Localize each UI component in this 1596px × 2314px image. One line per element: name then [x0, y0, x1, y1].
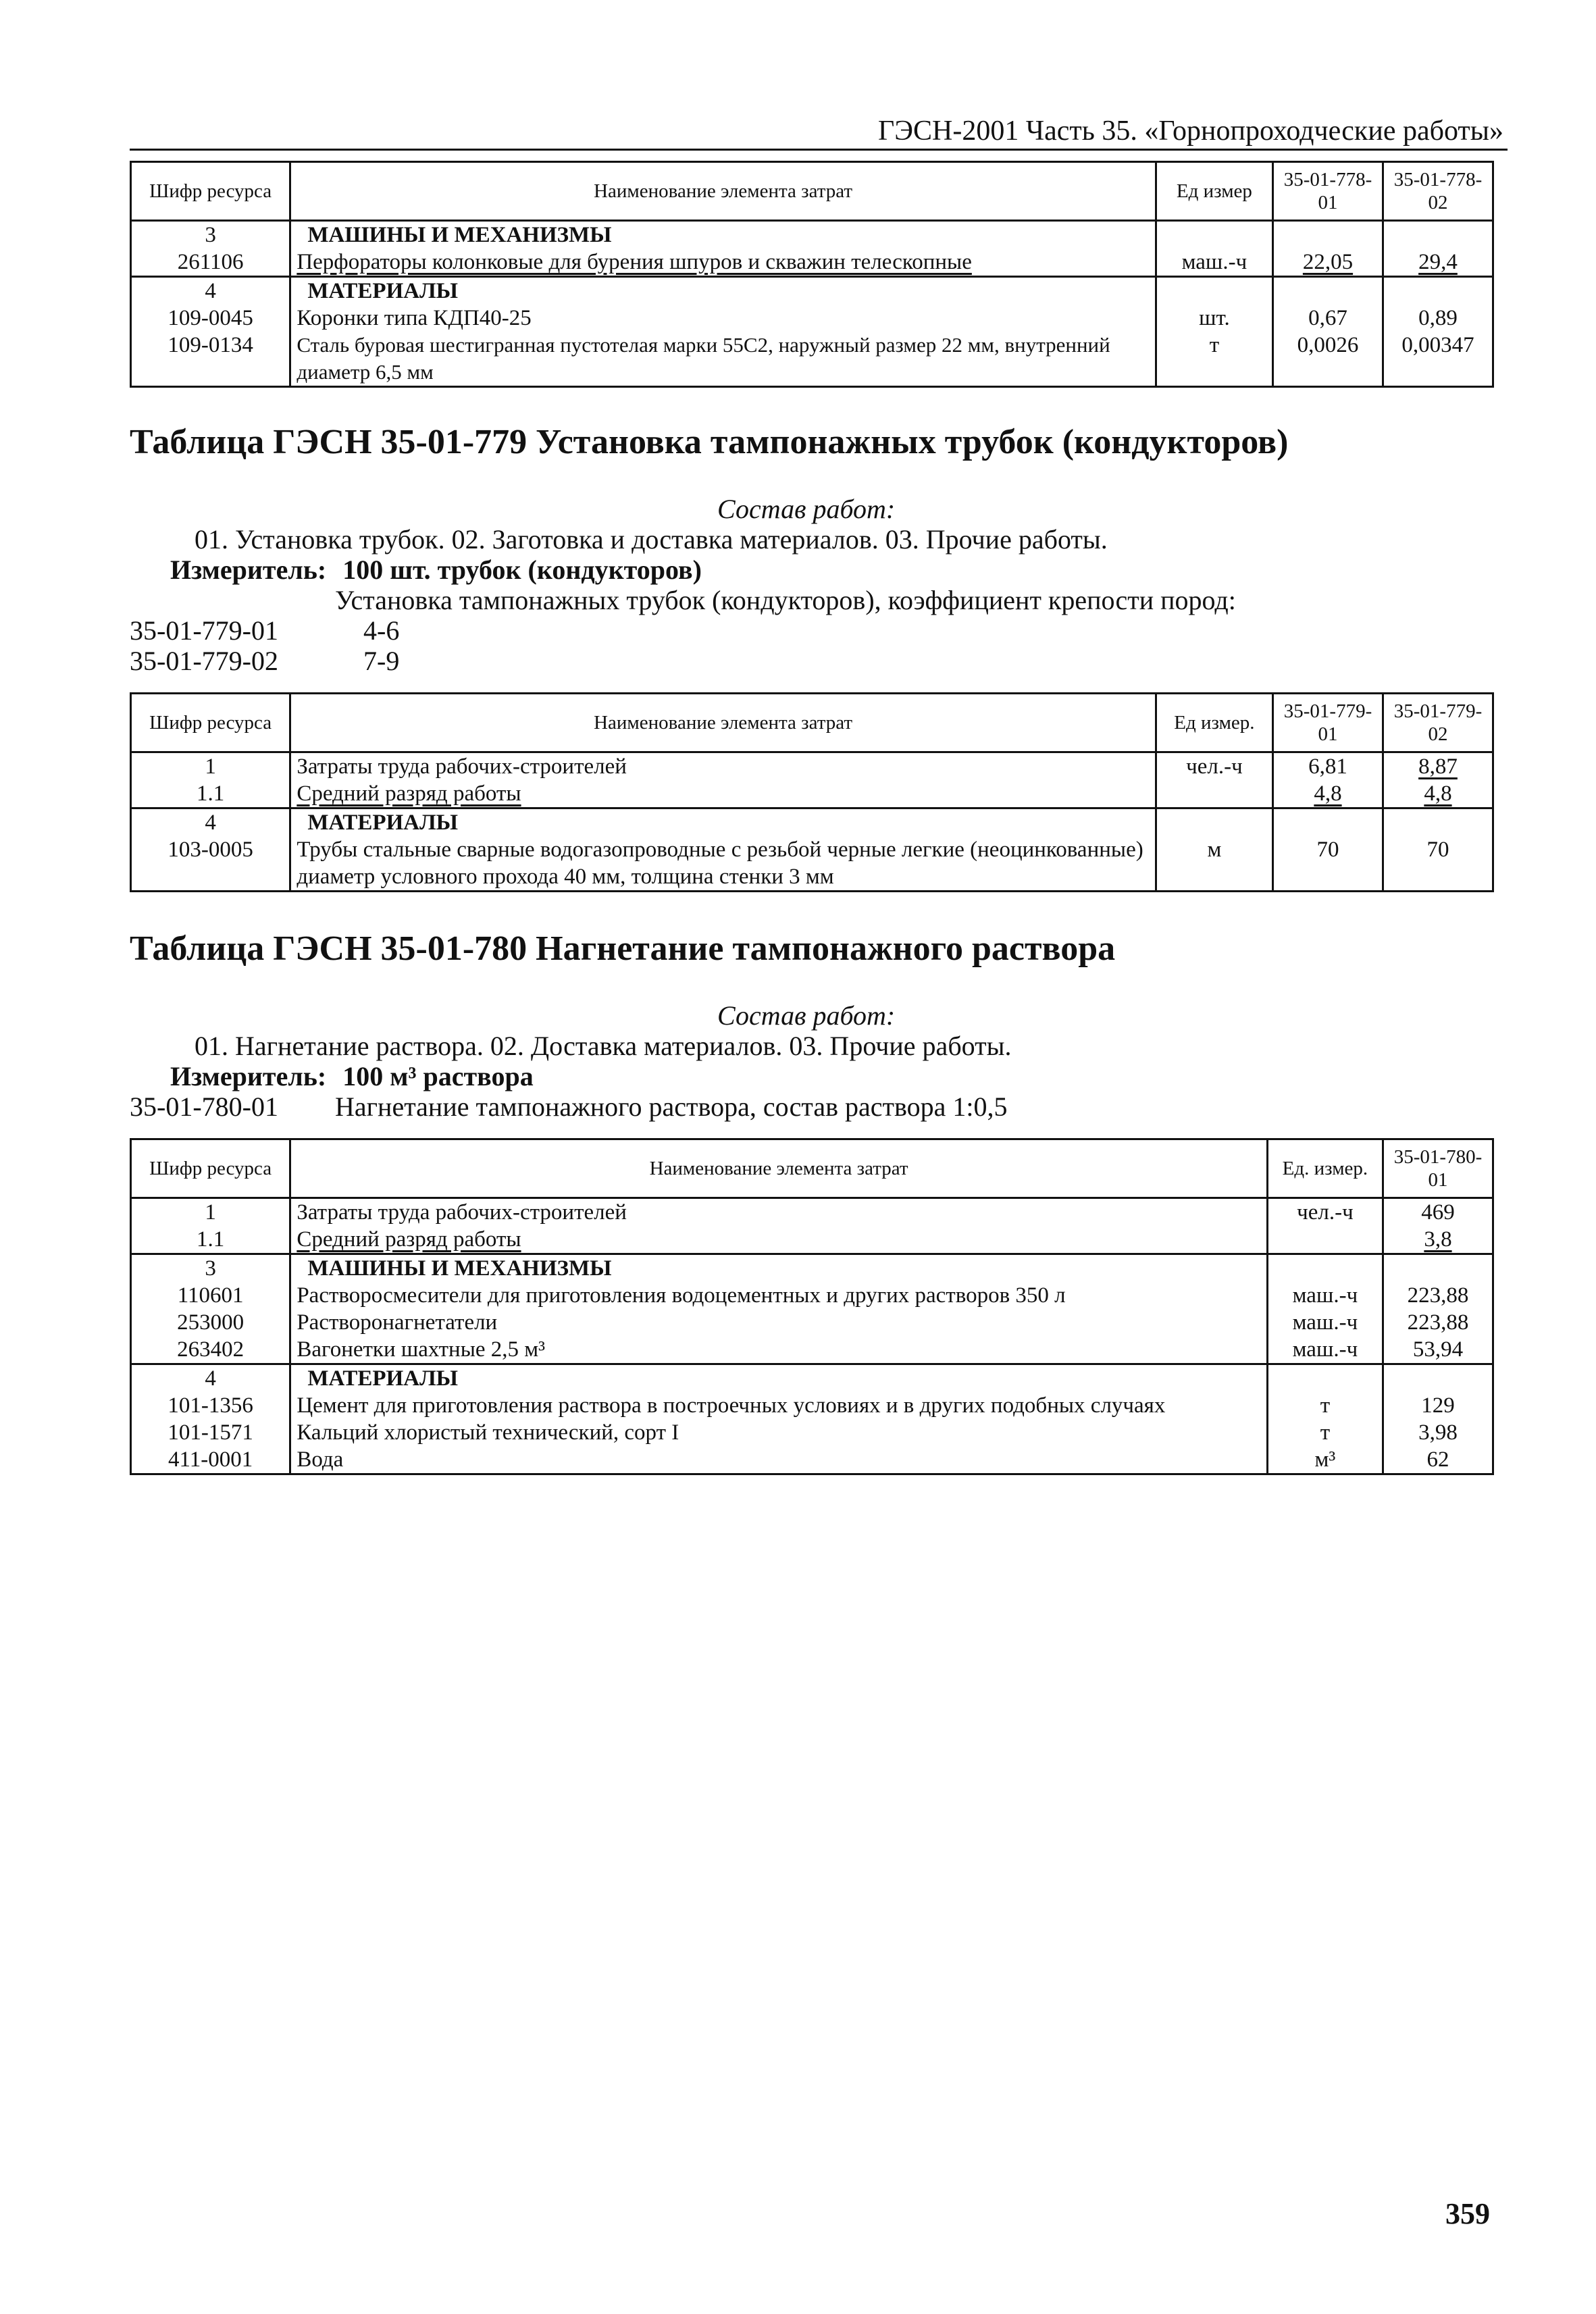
cell-value: 223,88 [1383, 1309, 1493, 1336]
cell-value: 8,87 [1383, 752, 1493, 781]
table-row [131, 249, 1493, 277]
cell-name: МАТЕРИАЛЫ [290, 808, 1156, 837]
cell-name: МАТЕРИАЛЫ [290, 1364, 1268, 1393]
resource-table-778 [130, 161, 1494, 388]
table-row [131, 221, 1493, 249]
cell-name: Перфораторы колонковые для бурения шпуров и скважин телескопные [290, 249, 1156, 277]
cell-name: МАТЕРИАЛЫ [290, 277, 1156, 305]
col-header-code: Шифр ресурса [131, 162, 290, 221]
table-header-row [131, 694, 1493, 752]
cell-unit [1267, 1364, 1383, 1393]
cell-name: Растворосмесители для приготовления водоцементных и других растворов 350 л [290, 1282, 1268, 1309]
table-row [131, 305, 1493, 332]
cell-code: 3 [131, 1254, 290, 1283]
cell-value [1273, 221, 1383, 249]
cell-name: Средний разряд работы [290, 780, 1156, 808]
cell-code: 109-0134 [131, 332, 290, 387]
header-rule [130, 149, 1508, 151]
cell-value: 0,0026 [1273, 332, 1383, 387]
resource-table-779 [130, 692, 1494, 892]
composition-text: 01. Установка трубок. 02. Заготовка и доставка материалов. 03. Прочие работы. [195, 524, 1108, 555]
table-row [131, 1226, 1493, 1254]
cell-code: 103-0005 [131, 836, 290, 892]
cell-unit: маш.-ч [1267, 1309, 1383, 1336]
cell-value [1383, 221, 1493, 249]
cell-value [1383, 1364, 1493, 1393]
cell-value: 53,94 [1383, 1336, 1493, 1364]
cell-name: Средний разряд работы [290, 1226, 1268, 1254]
cell-name: Затраты труда рабочих-строителей [290, 752, 1156, 781]
composition-label: Состав работ: [717, 1000, 896, 1031]
table-header-row [131, 1139, 1493, 1198]
section-title-780: Таблица ГЭСН 35-01-780 Нагнетание тампонажного раствора [130, 929, 1116, 968]
table-row [131, 1309, 1493, 1336]
cell-value: 4,8 [1383, 780, 1493, 808]
cell-value: 62 [1383, 1446, 1493, 1474]
resource-table-780 [130, 1138, 1494, 1475]
page-number: 359 [1445, 2197, 1490, 2230]
col-header-c2: 35-01-778-02 [1383, 162, 1493, 221]
cell-name: Коронки типа КДП40-25 [290, 305, 1156, 332]
col-header-name: Наименование элемента затрат [290, 1139, 1268, 1198]
cell-name: Затраты труда рабочих-строителей [290, 1198, 1268, 1227]
table-row [131, 1282, 1493, 1309]
table-header-row [131, 162, 1493, 221]
cell-code: 1.1 [131, 1226, 290, 1254]
cell-name: Сталь буровая шестигранная пустотелая марки 55С2, наружный размер 22 мм, внутренний диаметр 6,5 мм [290, 332, 1156, 387]
cell-value: 70 [1273, 836, 1383, 892]
cell-unit: м [1156, 836, 1272, 892]
cell-unit: чел.-ч [1267, 1198, 1383, 1227]
cell-code: 109-0045 [131, 305, 290, 332]
cell-code: 101-1571 [131, 1419, 290, 1446]
cell-code: 253000 [131, 1309, 290, 1336]
cell-value [1383, 808, 1493, 837]
cell-code: 1 [131, 752, 290, 781]
cell-value: 29,4 [1383, 249, 1493, 277]
cell-code: 4 [131, 1364, 290, 1393]
cell-name: Вагонетки шахтные 2,5 м³ [290, 1336, 1268, 1364]
col-header-name: Наименование элемента затрат [290, 162, 1156, 221]
cell-value: 22,05 [1273, 249, 1383, 277]
cell-value [1383, 277, 1493, 305]
col-header-name: Наименование элемента затрат [290, 694, 1156, 752]
table-row [131, 1364, 1493, 1393]
cell-value [1273, 808, 1383, 837]
cell-code: 101-1356 [131, 1392, 290, 1419]
cell-code: 1.1 [131, 780, 290, 808]
cell-name: Кальций хлористый технический, сорт I [290, 1419, 1268, 1446]
table-row [131, 1254, 1493, 1283]
cell-code: 1 [131, 1198, 290, 1227]
measure-value: 100 шт. трубок (кондукторов) [342, 555, 702, 585]
col-header-c1: 35-01-779-01 [1273, 694, 1383, 752]
cell-unit [1156, 221, 1272, 249]
table-row [131, 277, 1493, 305]
cell-unit: т [1267, 1419, 1383, 1446]
table-row [131, 1446, 1493, 1474]
cell-unit [1267, 1226, 1383, 1254]
cell-unit: маш.-ч [1267, 1282, 1383, 1309]
cell-value: 6,81 [1273, 752, 1383, 781]
table-row [131, 1419, 1493, 1446]
table-row [131, 752, 1493, 781]
cell-name: МАШИНЫ И МЕХАНИЗМЫ [290, 221, 1156, 249]
cell-unit: м³ [1267, 1446, 1383, 1474]
cell-unit [1267, 1254, 1383, 1283]
cell-name: Трубы стальные сварные водогазопроводные с резьбой черные легкие (неоцинкованные) диаметр условного прохода 40 мм, толщина стенки 3 мм [290, 836, 1156, 892]
cell-code: 4 [131, 808, 290, 837]
col-header-unit: Ед. измер. [1267, 1139, 1383, 1198]
cell-unit [1156, 808, 1272, 837]
cell-code: 4 [131, 277, 290, 305]
table-row [131, 332, 1493, 387]
cell-unit: т [1267, 1392, 1383, 1419]
cell-value: 223,88 [1383, 1282, 1493, 1309]
cell-code: 261106 [131, 249, 290, 277]
col-header-c1: 35-01-780-01 [1383, 1139, 1493, 1198]
cell-name: МАШИНЫ И МЕХАНИЗМЫ [290, 1254, 1268, 1283]
cell-code: 263402 [131, 1336, 290, 1364]
table-row [131, 1392, 1493, 1419]
cell-value: 4,8 [1273, 780, 1383, 808]
measure-row [170, 1060, 534, 1092]
col-header-c2: 35-01-779-02 [1383, 694, 1493, 752]
composition-label: Состав работ: [717, 494, 896, 524]
cell-value: 0,67 [1273, 305, 1383, 332]
cell-unit: маш.-ч [1156, 249, 1272, 277]
cell-value: 3,8 [1383, 1226, 1493, 1254]
cell-unit: т [1156, 332, 1272, 387]
cell-unit [1156, 277, 1272, 305]
col-header-code: Шифр ресурса [131, 1139, 290, 1198]
measure-row [170, 554, 702, 586]
table-row [131, 808, 1493, 837]
cell-unit [1156, 780, 1272, 808]
col-header-code: Шифр ресурса [131, 694, 290, 752]
cell-unit: маш.-ч [1267, 1336, 1383, 1364]
cell-value [1273, 277, 1383, 305]
cell-unit: чел.-ч [1156, 752, 1272, 781]
variant-value: 4-6 [363, 615, 400, 646]
running-header: ГЭСН-2001 Часть 35. «Горнопроходческие работы» [878, 115, 1503, 147]
measure-label: Измеритель: [170, 1061, 327, 1091]
cell-value: 129 [1383, 1392, 1493, 1419]
cell-value: 3,98 [1383, 1419, 1493, 1446]
composition-text: 01. Нагнетание раствора. 02. Доставка материалов. 03. Прочие работы. [195, 1031, 1012, 1061]
variant-text: Нагнетание тампонажного раствора, состав раствора 1:0,5 [335, 1091, 1008, 1122]
variant-code: 35-01-779-01 [130, 615, 278, 646]
cell-name: Растворонагнетатели [290, 1309, 1268, 1336]
cell-value: 469 [1383, 1198, 1493, 1227]
col-header-unit: Ед измер. [1156, 694, 1272, 752]
cell-value: 0,89 [1383, 305, 1493, 332]
table-row [131, 1198, 1493, 1227]
section-description: Установка тампонажных трубок (кондукторов), коэффициент крепости пород: [335, 585, 1236, 615]
cell-name: Вода [290, 1446, 1268, 1474]
cell-code: 3 [131, 221, 290, 249]
cell-code: 411-0001 [131, 1446, 290, 1474]
col-header-unit: Ед измер [1156, 162, 1272, 221]
variant-value: 7-9 [363, 646, 400, 676]
measure-label: Измеритель: [170, 555, 327, 585]
cell-code: 110601 [131, 1282, 290, 1309]
variant-code: 35-01-779-02 [130, 646, 278, 676]
cell-unit: шт. [1156, 305, 1272, 332]
variant-code: 35-01-780-01 [130, 1091, 278, 1122]
cell-value: 70 [1383, 836, 1493, 892]
table-row [131, 836, 1493, 892]
cell-name: Цемент для приготовления раствора в построечных условиях и в других подобных случаях [290, 1392, 1268, 1419]
measure-value: 100 м³ раствора [342, 1061, 534, 1091]
cell-value: 0,00347 [1383, 332, 1493, 387]
cell-value [1383, 1254, 1493, 1283]
section-title-779: Таблица ГЭСН 35-01-779 Установка тампонажных трубок (кондукторов) [130, 423, 1289, 461]
table-row [131, 1336, 1493, 1364]
table-row [131, 780, 1493, 808]
col-header-c1: 35-01-778-01 [1273, 162, 1383, 221]
